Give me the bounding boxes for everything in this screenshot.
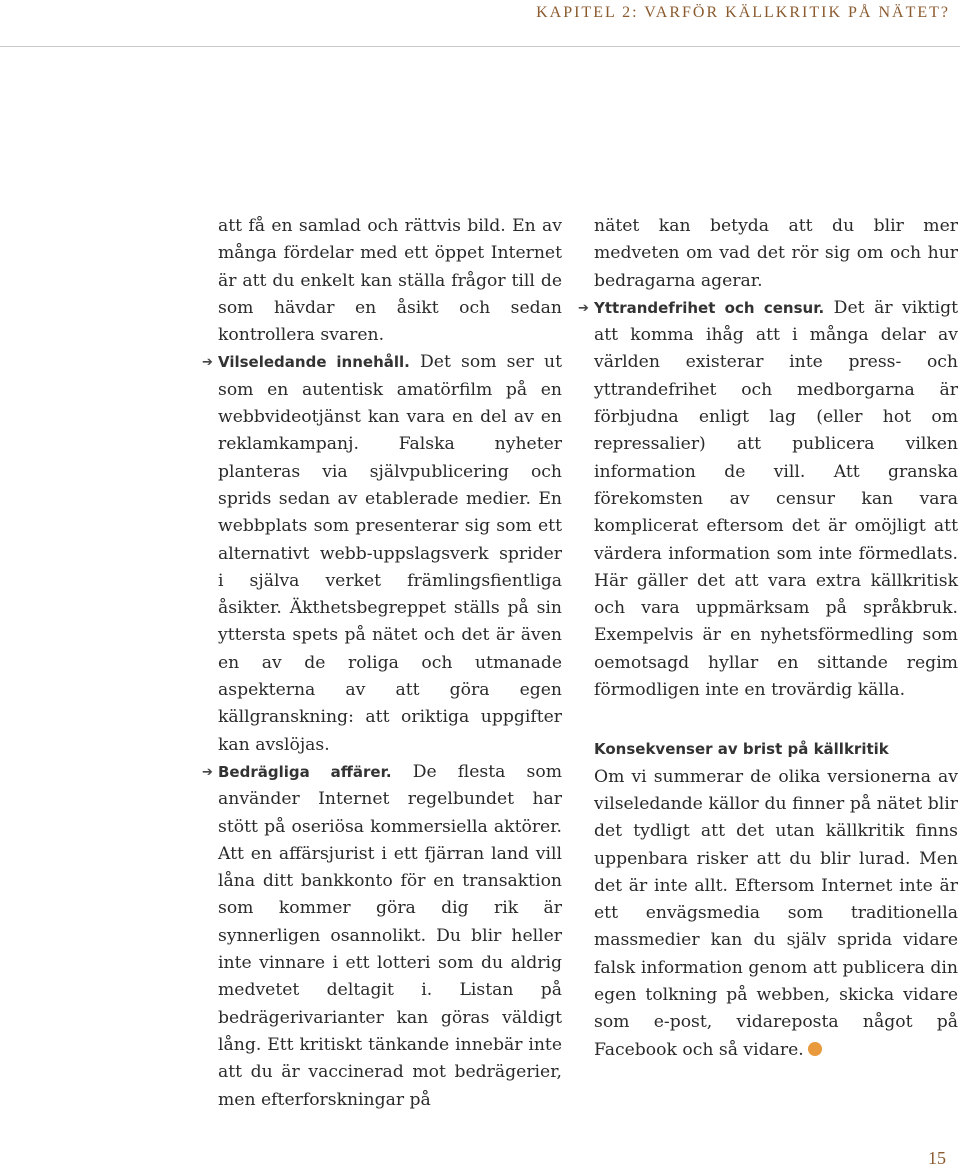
- list-item-fraudulent-business: [202, 759, 562, 1114]
- intro-paragraph: att få en samlad och rättvis bild. En av många fördelar med ett öppet Internet är att du enkelt kan ställa frågor till de som hävdar en åsikt och sedan kontrollera svaren.: [218, 216, 562, 346]
- circle-end-mark-icon: [808, 1042, 822, 1056]
- item-text: Det är viktigt att komma ihåg att i många delar av världen existerar inte press- och yttrandefrihet och medborgarna är förbjudna enligt lag (eller hot om repressalier) att publicera vilken information de vill. Att granska förekomsten av censur kan vara komplicerat eftersom det är omöjligt att värdera information som inte förmedlats. Här gäller det att vara extra källkritisk och vara uppmärksam på språkbruk. Exempelvis är en nyhetsförmedling som oemotsagd hyllar en sittande regim förmodligen inte en trovärdig källa.: [594, 297, 958, 701]
- right-column: [578, 213, 958, 1064]
- continuation-paragraph: nätet kan betyda att du blir mer medveten om vad det rör sig om och hur bedragarna agerar.: [594, 216, 958, 291]
- arrow-right-icon: ➔: [578, 300, 589, 316]
- page-number: 15: [928, 1148, 946, 1168]
- item-lead: Bedrägliga affärer.: [218, 762, 392, 781]
- item-text: De flesta som använder Internet regelbundet har stött på oseriösa kommersiella aktörer. Att en affärsjurist i ett fjärran land vill låna ditt bankkonto för en transaktion som kommer göra dig rik är synnerligen osannolikt. Du blir heller inte vinnare i ett lotteri som du aldrig medvetet deltagit i. Listan på bedrägerivarianter kan göras väldigt lång. Ett kritiskt tänkande innebär inte att du är vaccinerad mot bedrägerier, men efterforskningar på: [218, 761, 562, 1110]
- section-text: Om vi summerar de olika versionerna av vilseledande källor du finner på nätet blir det tydligt att det utan källkritik finns uppenbara risker att du blir lurad. Men det är inte allt. Eftersom Internet inte är ett envägsmedia som traditionella massmedier kan du själv sprida vidare falsk information genom att publicera din egen tolkning på webben, skicka vidare som e-post, vidareposta något på Facebook och så vidare.: [594, 766, 958, 1060]
- item-lead: Yttrandefrihet och censur.: [594, 298, 825, 317]
- arrow-right-icon: ➔: [202, 764, 213, 780]
- section-heading: Konsekvenser av brist på källkritik: [594, 740, 889, 759]
- header-rule: [0, 46, 960, 47]
- section-paragraph: [594, 764, 958, 1064]
- running-header: KAPITEL 2: VARFÖR KÄLLKRITIK PÅ NÄTET?: [536, 4, 950, 21]
- list-item-freedom-of-speech: [578, 295, 958, 704]
- item-lead: Vilseledande innehåll.: [218, 353, 410, 372]
- list-item-misleading-content: [202, 349, 563, 758]
- arrow-right-icon: ➔: [202, 355, 213, 371]
- item-text: Det som ser ut som en autentisk amatörfilm på en webbvideotjänst kan vara en del av en reklamkampanj. Falska nyheter planteras via självpublicering och sprids sedan av etablerade medier. En webbplats som presenterar sig som ett alternativt webb-uppslagsverk sprider i själva verket främlingsfientliga åsikter. Äkthetsbegreppet ställs på sin yttersta spets på nätet och det är även en av de roliga och utmanade aspekterna av att göra egen källgranskning: att oriktiga uppgifter kan avslöjas.: [218, 352, 563, 755]
- left-column: [202, 213, 563, 1114]
